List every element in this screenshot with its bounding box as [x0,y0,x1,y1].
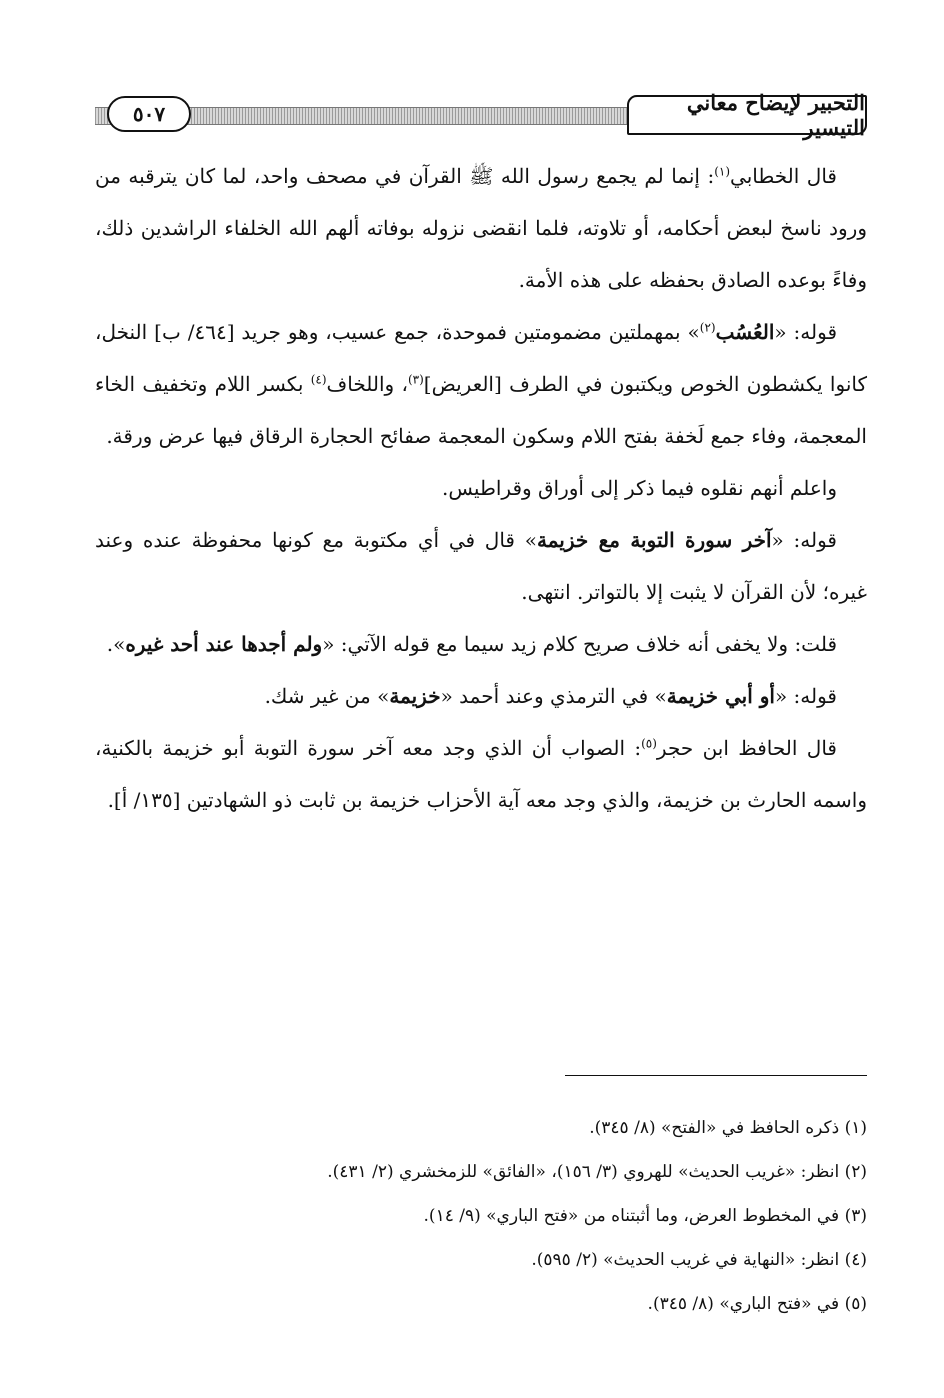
paragraph [95,306,867,462]
paragraph-text: ، واللخاف [326,372,408,396]
paragraph-text: قال الحافظ ابن حجر [656,736,837,760]
footnote: (٤) انظر: «النهاية في غريب الحديث» (٢/ ٥٩٥). [531,1250,867,1270]
footnote-marker: (١) [714,164,731,179]
running-title: التحبير لإيضاح معاني التيسير [627,95,867,135]
paragraph-text: قلت: ولا يخفى أنه خلاف صريح كلام زيد سيما مع قوله الآتي: « [322,632,837,656]
footnote-marker: (٤) [310,372,327,387]
footnote-marker: (٥) [641,736,657,751]
paragraph [95,150,867,306]
paragraph [95,670,867,722]
paragraph-text: » في الترمذي وعند أحمد « [440,684,667,708]
footnote: (١) ذكره الحافظ في «الفتح» (٨/ ٣٤٥). [589,1118,867,1138]
paragraph-text: قوله: « [774,320,837,344]
quoted-hadith-text: خزيمة [389,684,441,708]
paragraph-text: » بمهملتين مضمومتين فموحدة، جمع عسيب، وهو جريد [٤٦٤/ ب] النخل، كانوا يكشطون الخوص ويكتبون في الطرف [العريض] [95,320,868,396]
paragraph-text: » من غير شك. [264,684,390,708]
footnote-separator [565,1075,867,1076]
paragraph [95,722,867,826]
quoted-hadith-text: ولم أجدها عند أحد غيره [125,632,323,656]
footnotes [95,1106,867,1326]
paragraph [95,618,867,670]
footnote: (٥) في «فتح الباري» (٨/ ٣٤٥). [647,1294,867,1314]
paragraph-text: قوله: « [774,684,837,708]
footnote: (٣) في المخطوط العرض، وما أثبتناه من «فتح الباري» (٩/ ١٤). [423,1206,867,1226]
paragraph-text: : إنما لم يجمع رسول الله ﷺ القرآن في مصحف واحد، لما كان يترقبه من ورود ناسخ لبعض أحكامه، أو تلاوته، فلما انقضى نزوله بوفاته ألهم الله الخلفاء الراشدين ذلك، وفاءً بوعده الصادق بحفظه على هذه الأمة. [95,164,867,292]
paragraph [95,462,867,514]
page-header [95,90,867,140]
quoted-hadith-text: أو أبي خزيمة [666,684,775,708]
footnote-marker: (٢) [699,320,716,335]
paragraph-text: قوله: « [771,528,837,552]
main-text [95,150,867,826]
paragraph-text: ». [106,632,126,656]
quoted-hadith-text: العُسُب [715,320,775,344]
paragraph [95,514,867,618]
footnote-marker: (٣) [407,372,424,387]
paragraph-text: بكسر اللام وتخفيف الخاء المعجمة، وفاء جمع لَخفة بفتح اللام وسكون المعجمة صفائح الحجارة الرقاق فيها عرض ورقة. [95,372,867,448]
page-number: ٥٠٧ [107,96,191,132]
paragraph-text: : الصواب أن الذي وجد معه آخر سورة التوبة أبو خزيمة بالكنية، واسمه الحارث بن خزيمة، والذي وجد معه آية الأحزاب خزيمة بن ثابت ذو الشهادتين [١٣٥/ أ]. [95,736,867,812]
quoted-hadith-text: آخر سورة التوبة مع خزيمة [536,528,772,552]
footnote: (٢) انظر: «غريب الحديث» للهروي (٣/ ١٥٦)، «الفائق» للزمخشري (٢/ ٤٣١). [327,1162,867,1182]
paragraph-text: » قال في أي مكتوبة مع كونها محفوظة عنده وعند غيره؛ لأن القرآن لا يثبت إلا بالتواتر. انتهى. [95,528,867,604]
paragraph-text: قال الخطابي [730,164,837,188]
paragraph-text: واعلم أنهم نقلوه فيما ذكر إلى أوراق وقراطيس. [442,476,837,500]
